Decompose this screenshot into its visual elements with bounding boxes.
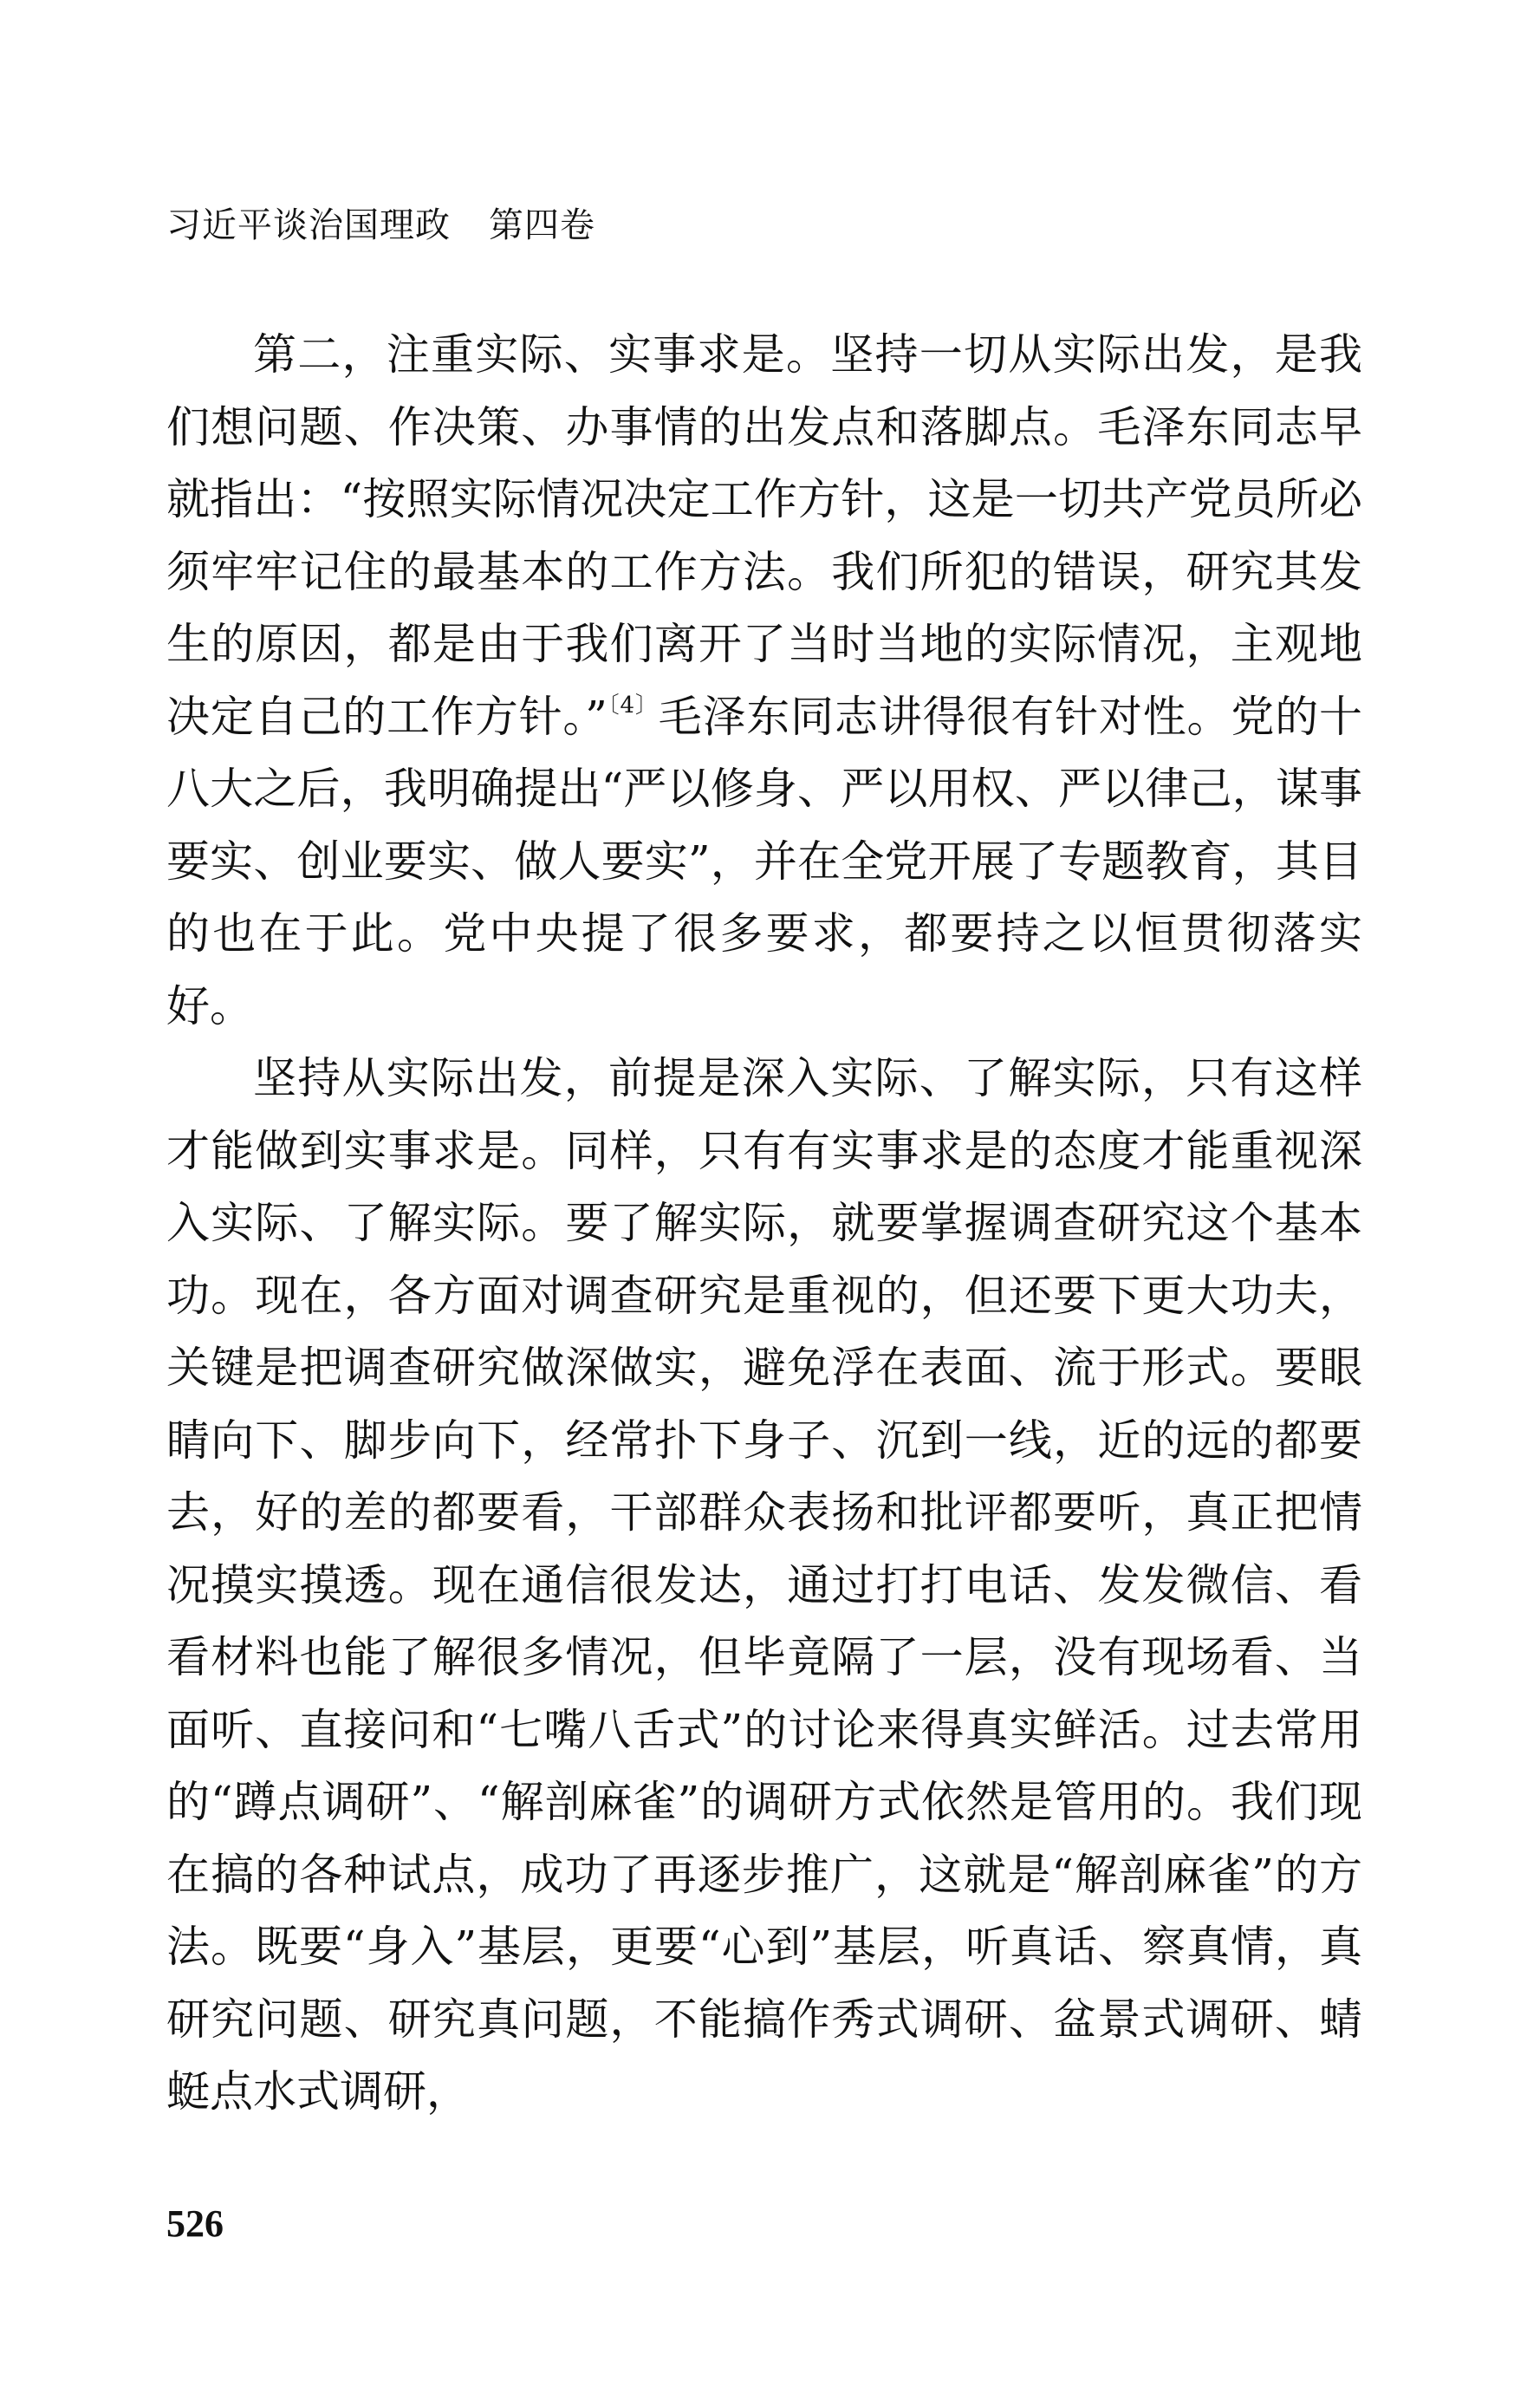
body-text [166, 319, 1362, 2129]
book-title: 习近平谈治国理政 [166, 205, 451, 245]
endnote-marker[interactable]: 〔4〕 [607, 692, 659, 719]
page-number: 526 [166, 2202, 224, 2245]
paragraph [166, 319, 1362, 1043]
running-head [166, 201, 595, 250]
paragraph-text: 第二，注重实际、实事求是。坚持一切从实际出发，是我们想问题、作决策、办事情的出发点和落脚点。毛泽东同志早就指出：“按照实际情况决定工作方针，这是一切共产党员所必须牢牢记住的最基本的工作方法。我们所犯的错误，研究其发生的原因，都是由于我们离开了当时当地的实际情况，主观地决定自己的工作方针。” [166, 329, 1362, 742]
volume-label: 第四卷 [489, 205, 595, 245]
paragraph: 坚持从实际出发，前提是深入实际、了解实际，只有这样才能做到实事求是。同样，只有有实事求是的态度才能重视深入实际、了解实际。要了解实际，就要掌握调查研究这个基本功。现在，各方面对调查研究是重视的，但还要下更大功夫，关键是把调查研究做深做实，避免浮在表面、流于形式。要眼睛向下、脚步向下，经常扑下身子、沉到一线，近的远的都要去，好的差的都要看，干部群众表扬和批评都要听，真正把情况摸实摸透。现在通信很发达，通过打打电话、发发微信、看看材料也能了解很多情况，但毕竟隔了一层，没有现场看、当面听、直接问和“七嘴八舌式”的讨论来得真实鲜活。过去常用的“蹲点调研”、“解剖麻雀”的调研方式依然是管用的。我们现在搞的各种试点，成功了再逐步推广，这就是“解剖麻雀”的方法。既要“身入”基层，更要“心到”基层，听真话、察真情，真研究问题、研究真问题，不能搞作秀式调研、盆景式调研、蜻蜓点水式调研， [166, 1053, 1362, 2117]
paragraph-text: 毛泽东同志讲得很有针对性。党的十八大之后，我明确提出“严以修身、严以用权、严以律己，谋事要实、创业要实、做人要实”，并在全党开展了专题教育，其目的也在于此。党中央提了很多要求，都要持之以恒贯彻落实好。 [166, 691, 1363, 1031]
